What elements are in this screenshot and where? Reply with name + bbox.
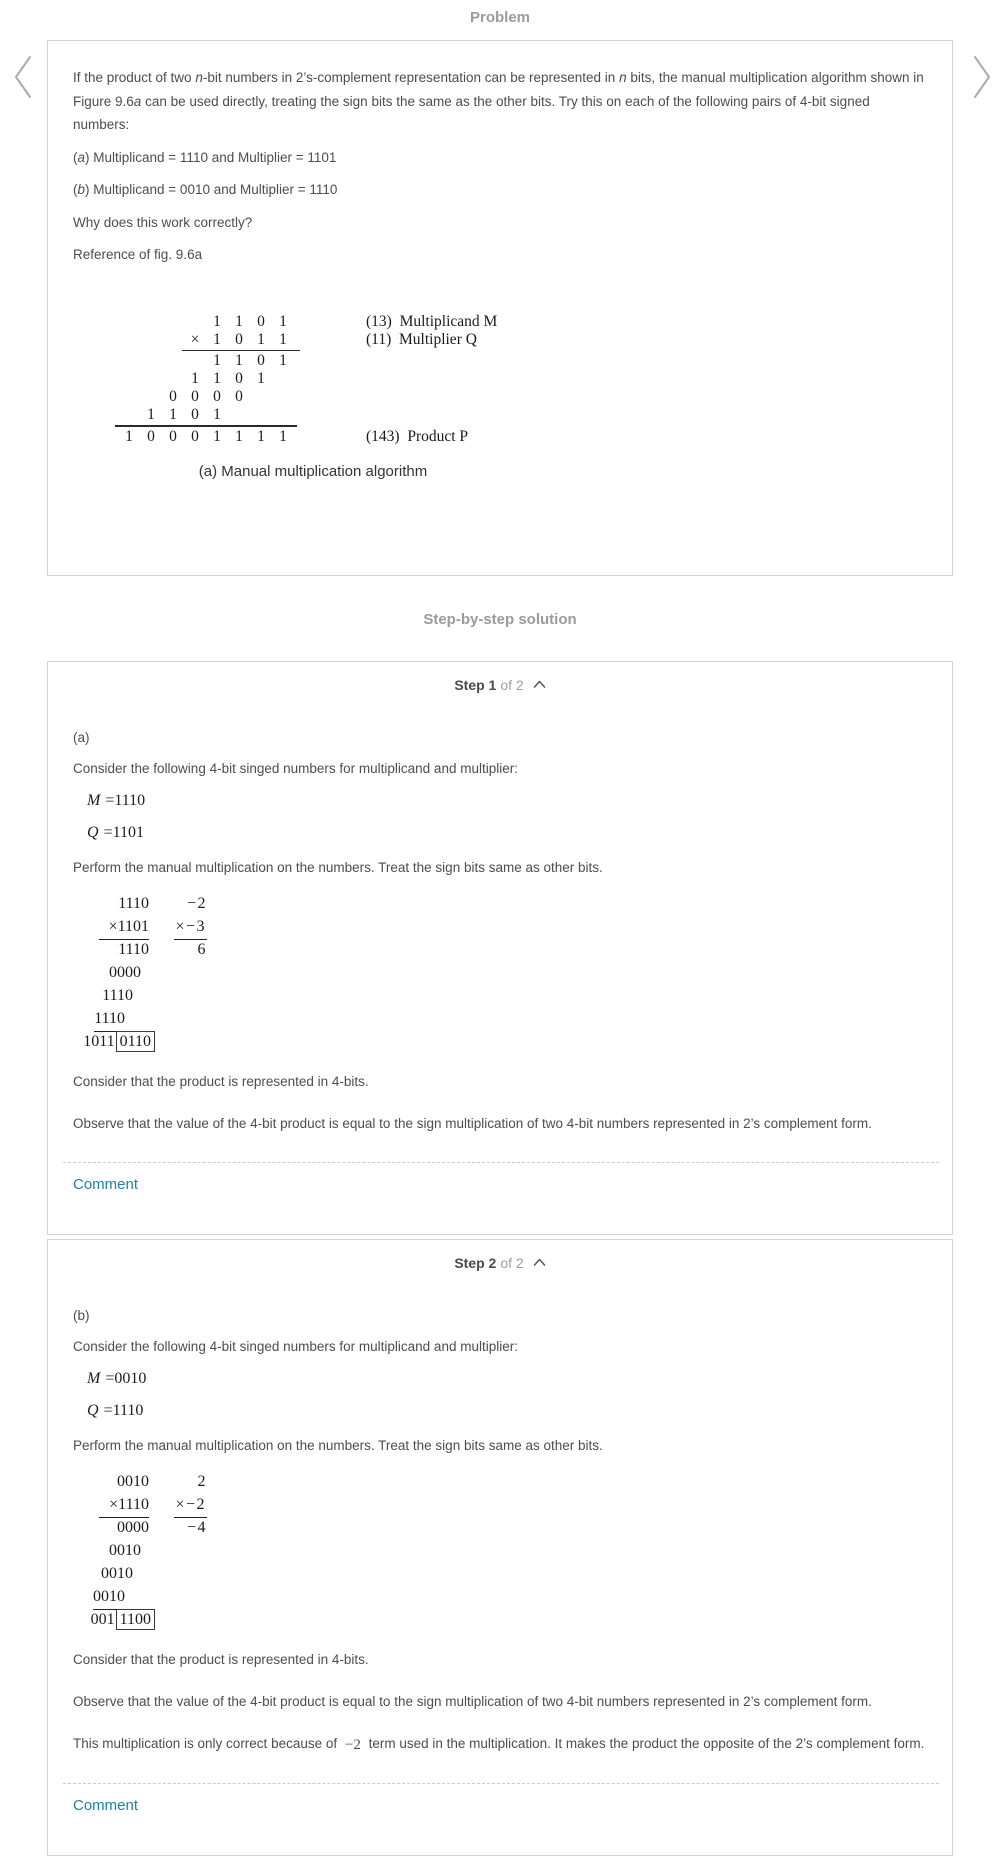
binary-product: 001 1100 (79, 1608, 155, 1631)
step-2-card (47, 1239, 953, 1856)
solution-header: Step-by-step solution (423, 610, 577, 628)
inline-math-term: −2 (344, 1736, 361, 1753)
binary-multiplier: ×1110 (79, 1493, 149, 1516)
multiplication-work (79, 892, 927, 1053)
problem-card (47, 40, 953, 576)
binary-multiplicand: 1110 (118, 894, 149, 912)
boxed-product-bits: 0110 (116, 1031, 155, 1052)
step-2-header (73, 1253, 927, 1272)
decimal-multiplier: ×−3 (161, 915, 207, 938)
math-multiplicand: M =0010 (87, 1369, 147, 1387)
binary-partial: 0010 (101, 1564, 133, 1582)
math-multiplicand: M =1110 (87, 791, 146, 809)
step-note: Consider that the product is represented in 4-bits. (73, 1073, 369, 1089)
dashed-divider (63, 1783, 939, 1784)
figure-9-6a (118, 313, 927, 480)
figure-label-multiplier: (11) Multiplier Q (366, 330, 477, 348)
comment-link[interactable]: Comment (73, 1796, 139, 1814)
figure-label-multiplicand: (13) Multiplicand M (366, 312, 498, 330)
collapse-step-2-button[interactable] (533, 1253, 546, 1271)
figure-row-partial: 1 1 0 1 (191, 370, 265, 387)
comment-link[interactable]: Comment (73, 1175, 139, 1193)
decimal-multiplicand: 2 (197, 1472, 207, 1490)
figure-row-product: 1 0 0 0 1 1 1 1 (143) Product P (125, 427, 469, 445)
binary-partial: 0010 (79, 1585, 149, 1608)
chevron-right-icon (970, 54, 994, 100)
step-title: Step 1 (454, 676, 497, 693)
step-instruction: Perform the manual multiplication on the numbers. Treat the sign bits same as other bits. (73, 1437, 603, 1453)
binary-partial: 1110 (118, 940, 149, 958)
math-multiplier: Q =1101 (87, 823, 144, 841)
binary-partial: 1110 (79, 1007, 149, 1030)
chevron-up-icon (533, 680, 546, 689)
math-multiplier: Q =1110 (87, 1401, 144, 1419)
binary-column (79, 892, 149, 1053)
step-intro: Consider the following 4-bit singed numbers for multiplicand and multiplier: (73, 760, 518, 776)
binary-partial: 0000 (117, 1518, 149, 1536)
next-problem-button[interactable] (968, 52, 996, 102)
binary-partial: 0010 (109, 1541, 141, 1559)
figure-row-multiplicand: 1 1 0 1 (13) Multiplicand M (213, 312, 498, 330)
previous-problem-button[interactable] (9, 52, 37, 102)
step-intro: Consider the following 4-bit singed numbers for multiplicand and multiplier: (73, 1338, 518, 1354)
step-note: Observe that the value of the 4-bit product is equal to the sign multiplication of two 4-bit numbers represented in 2’s complement form. (73, 1115, 872, 1131)
figure-row-partial: 1 1 0 1 (147, 406, 221, 423)
problem-item-b: (b) Multiplicand = 0010 and Multiplier = 1110 (73, 182, 338, 197)
figure-rule-bottom (115, 425, 297, 427)
decimal-column (161, 892, 207, 1053)
decimal-column (161, 1470, 207, 1631)
part-label: (a) (73, 729, 90, 745)
binary-multiplicand: 0010 (117, 1472, 149, 1490)
decimal-multiplicand: −2 (186, 894, 207, 912)
decimal-product: −4 (186, 1518, 207, 1536)
problem-header: Problem (469, 9, 530, 26)
chevron-left-icon (11, 54, 35, 100)
decimal-multiplier: ×−2 (161, 1493, 207, 1516)
binary-partial: 0000 (109, 963, 141, 981)
step-1-card (47, 661, 953, 1235)
step-count: of 2 (500, 1254, 524, 1271)
problem-statement: If the product of two n-bit numbers in 2’s-complement representation can be represented in n bits, the manual multiplication algorithm shown in Figure 9.6a can be used directly, treating the sign bits the same as the other bits. Try this on each of the following pairs of 4-bit signed numbers: (73, 70, 924, 132)
step-note: Consider that the product is represented in 4-bits. (73, 1651, 369, 1667)
problem-item-a: (a) Multiplicand = 1110 and Multiplier = 1101 (73, 149, 337, 165)
problem-question: Why does this work correctly? (73, 214, 253, 230)
figure-reference: Reference of fig. 9.6a (73, 247, 203, 262)
step-1-header (73, 675, 927, 694)
chevron-up-icon (533, 1258, 546, 1267)
binary-partial: 1110 (102, 986, 133, 1004)
collapse-step-1-button[interactable] (533, 675, 546, 693)
figure-label-product: (143) Product P (366, 427, 469, 445)
decimal-product: 6 (197, 940, 207, 958)
step-title: Step 2 (454, 1254, 497, 1271)
step-note: Observe that the value of the 4-bit product is equal to the sign multiplication of two 4-bit numbers represented in 2’s complement form. (73, 1693, 872, 1709)
boxed-product-bits: 1100 (116, 1609, 155, 1630)
figure-caption: (a) Manual multiplication algorithm (198, 462, 428, 480)
figure-row-multiplier: × 1 0 1 1 (11) Multiplier Q (190, 330, 477, 348)
dashed-divider (63, 1162, 939, 1163)
figure-row-partial: 1 1 0 1 (213, 352, 287, 369)
step-instruction: Perform the manual multiplication on the numbers. Treat the sign bits same as other bits. (73, 859, 603, 875)
binary-product: 1011 0110 (79, 1030, 155, 1053)
multiplication-work (79, 1470, 927, 1631)
figure-multiplication-grid (118, 313, 927, 446)
figure-rule-top (182, 350, 300, 352)
step-note: This multiplication is only correct because of −2 term used in the multiplication. It makes the product the opposite of the 2’s complement form. (73, 1735, 925, 1753)
binary-column (79, 1470, 149, 1631)
binary-multiplier: ×1101 (79, 915, 149, 938)
figure-row-partial: 0 0 0 0 (169, 388, 243, 405)
part-label: (b) (73, 1307, 90, 1323)
step-count: of 2 (500, 676, 524, 693)
